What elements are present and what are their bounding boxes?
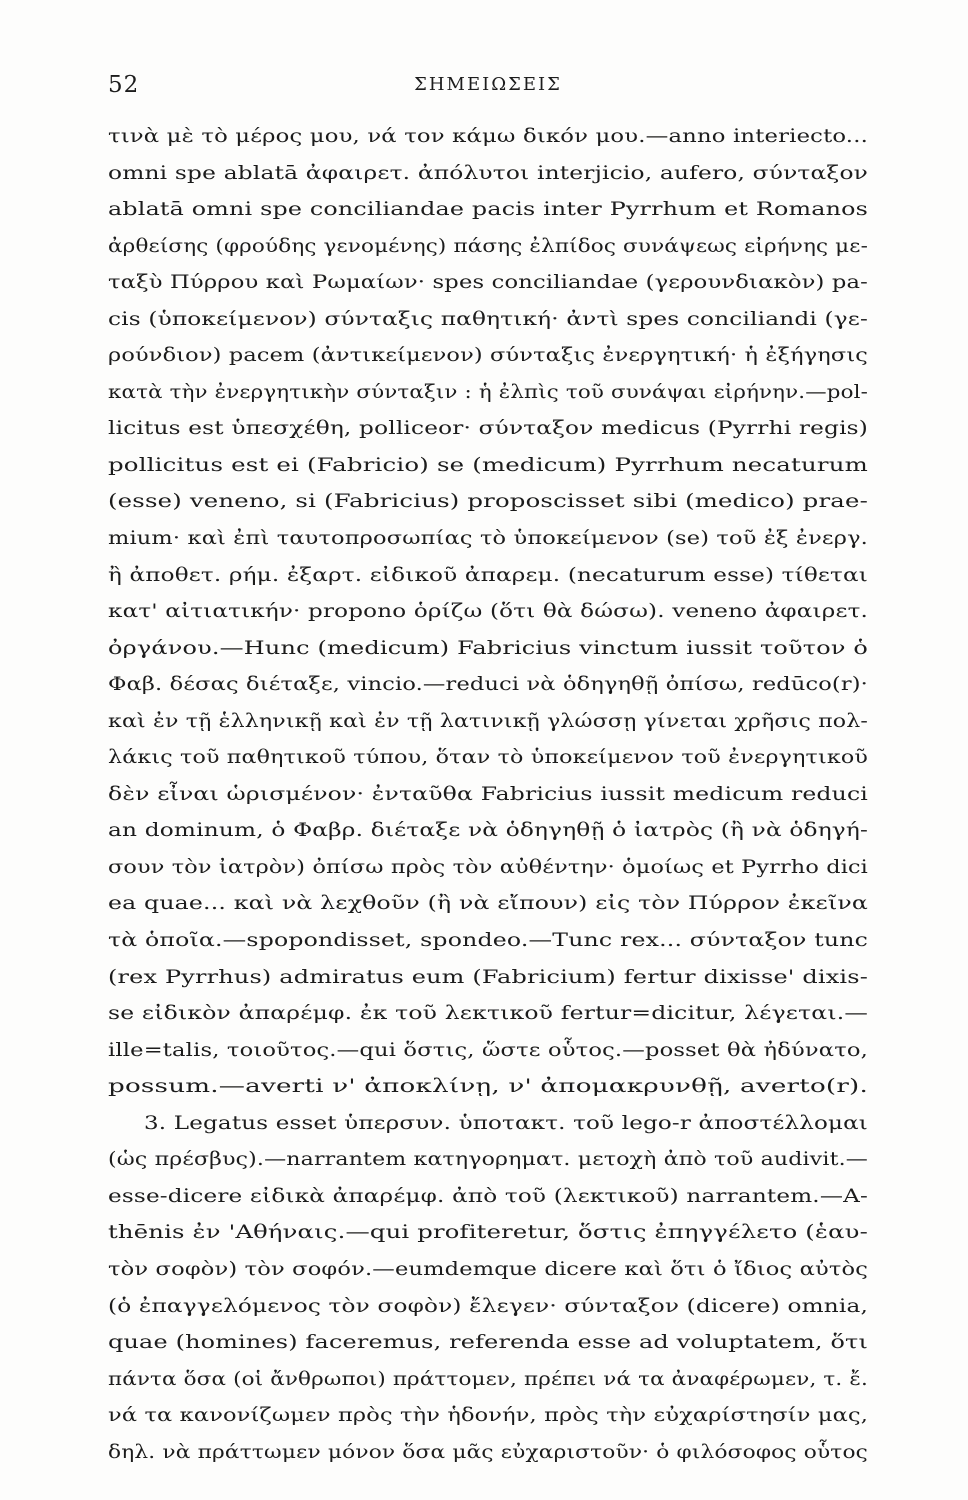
text-line: ἀρθείσης (φρούδης γενομένης) πάσης ἐλπίδος συνάψεως εἰρήνης με- (108, 234, 868, 257)
text-line: (ὡς πρέσβυς).—narrantem κατηγορηματ. μετοχὴ ἀπὸ τοῦ audivit.— (108, 1148, 868, 1171)
text-line: κατὰ τὴν ἐνεργητικὴν σύνταξιν : ἡ ἐλπὶς τοῦ συνάψαι εἰρήνην.—pol- (108, 380, 868, 403)
text-line: ea quae... καὶ νὰ λεχθοῦν (ἢ νὰ εἴπουν) εἰς τὸν Πύρρον ἐκεῖνα (108, 892, 868, 915)
text-line: an dominum, ὁ Φαβρ. διέταξε νὰ ὁδηγηθῇ ὁ ἰατρὸς (ἢ νὰ ὁδηγή- (108, 819, 868, 842)
text-line: κατ' αἰτιατικήν· propono ὁρίζω (ὅτι θὰ δώσω). veneno ἀφαιρετ. (108, 600, 868, 623)
text-line: possum.—averti ν' ἀποκλίνῃ, ν' ἀπομακρυνθῇ, averto(r). (108, 1075, 868, 1098)
text-line: ἢ ἀποθετ. ρήμ. ἐξαρτ. εἰδικοῦ ἀπαρεμ. (necaturum esse) τίθεται (108, 563, 868, 586)
text-line: τινὰ μὲ τὸ μέρος μου, νά τον κάμω δικόν μου.—anno interiecto... (108, 125, 868, 147)
text-line: δηλ. νὰ πράττωμεν μόνον ὅσα μᾶς εὐχαριστοῦν· ὁ φιλόσοφος οὗτος (108, 1440, 868, 1463)
text-line: λάκις τοῦ παθητικοῦ τύπου, ὅταν τὸ ὑποκείμενον τοῦ ἐνεργητικοῦ (108, 746, 868, 769)
page-number: 52 (108, 72, 140, 98)
text-line: 3. Legatus esset ὑπερσυν. ὑποτακτ. τοῦ lego-r ἀποστέλλομαι (144, 1111, 868, 1134)
text-line: τὸν σοφὸν) τὸν σοφόν.—eumdemque dicere καὶ ὅτι ὁ ἴδιος αὐτὸς (108, 1257, 868, 1280)
page-header (108, 72, 868, 104)
notes-text-body (108, 118, 908, 1470)
text-line: omni spe ablatā ἀφαιρετ. ἀπόλυτοι interjicio, aufero, σύνταξον (108, 161, 868, 184)
text-line: ὀργάνου.—Hunc (medicum) Fabricius vinctum iussit τοῦτον ὁ (108, 636, 868, 659)
text-line: ταξὺ Πύρρου καὶ Ρωμαίων· spes conciliandae (γερουνδιακὸν) pa- (108, 271, 868, 294)
text-line: thēnis ἐν 'Αθήναις.—qui profiteretur, ὅστις ἐπηγγέλετο (ἑαυ- (108, 1221, 868, 1244)
text-line: (esse) veneno, si (Fabricius) proposcisset sibi (medico) prae- (108, 490, 868, 513)
text-line: καὶ ἐν τῇ ἑλληνικῇ καὶ ἐν τῇ λατινικῇ γλώσσῃ γίνεται χρῆσις πολ- (108, 709, 868, 732)
text-line: se εἰδικὸν ἀπαρέμφ. ἐκ τοῦ λεκτικοῦ fertur=dicitur, λέγεται.— (108, 1002, 868, 1025)
text-line: τὰ ὁποῖα.—spopondisset, spondeo.—Tunc rex... σύνταξον tunc (108, 929, 868, 952)
text-line: ρούνδιον) pacem (ἀντικείμενον) σύνταξις ἐνεργητική· ἡ ἐξήγησις (108, 344, 868, 367)
text-line: πάντα ὅσα (οἱ ἄνθρωποι) πράττομεν, πρέπει νά τα ἀναφέρωμεν, τ. ἔ. (108, 1367, 868, 1390)
text-line: (rex Pyrrhus) admiratus eum (Fabricium) fertur dixisse' dixis- (108, 965, 869, 988)
running-head: ΣΗΜΕΙΩΣΕΙΣ (414, 74, 562, 95)
text-line: ablatā omni spe conciliandae pacis inter Pyrrhum et Romanos (108, 198, 868, 221)
text-line: mium· καὶ ἐπὶ ταυτοπροσωπίας τὸ ὑποκείμενον (se) τοῦ ἐξ ἐνεργ. (108, 527, 868, 550)
text-line: νά τα κανονίζωμεν πρὸς τὴν ἡδονήν, πρὸς τὴν εὐχαρίστησίν μας, (108, 1404, 868, 1427)
text-line: quae (homines) faceremus, referenda esse ad voluptatem, ὅτι (108, 1331, 868, 1354)
text-line: δὲν εἶναι ὡρισμένον· ἐνταῦθα Fabricius iussit medicum reduci (108, 782, 868, 805)
text-line: cis (ὑποκείμενον) σύνταξις παθητική· ἀντὶ spes conciliandi (γε- (108, 307, 868, 330)
text-line: pollicitus est ei (Fabricio) se (medicum) Pyrrhum necaturum (108, 453, 868, 476)
text-line: Φαβ. δέσας διέταξε, vincio.—reduci νὰ ὁδηγηθῇ ὀπίσω, redūco(r)· (108, 673, 868, 696)
text-line: licitus est ὑπεσχέθη, polliceor· σύνταξον medicus (Pyrrhi regis) (108, 417, 868, 440)
text-line: σουν τὸν ἰατρὸν) ὀπίσω πρὸς τὸν αὐθέντην· ὁμοίως et Pyrrho dici (108, 855, 868, 878)
text-line: esse-dicere εἰδικὰ ἀπαρέμφ. ἀπὸ τοῦ (λεκτικοῦ) narrantem.—A- (108, 1184, 868, 1207)
text-line: ille=talis, τοιοῦτος.—qui ὅστις, ὥστε οὗτος.—posset θὰ ἠδύνατο, (108, 1038, 868, 1061)
text-line: (ὁ ἐπαγγελόμενος τὸν σοφὸν) ἔλεγεν· σύνταξον (dicere) omnia, (108, 1294, 868, 1317)
